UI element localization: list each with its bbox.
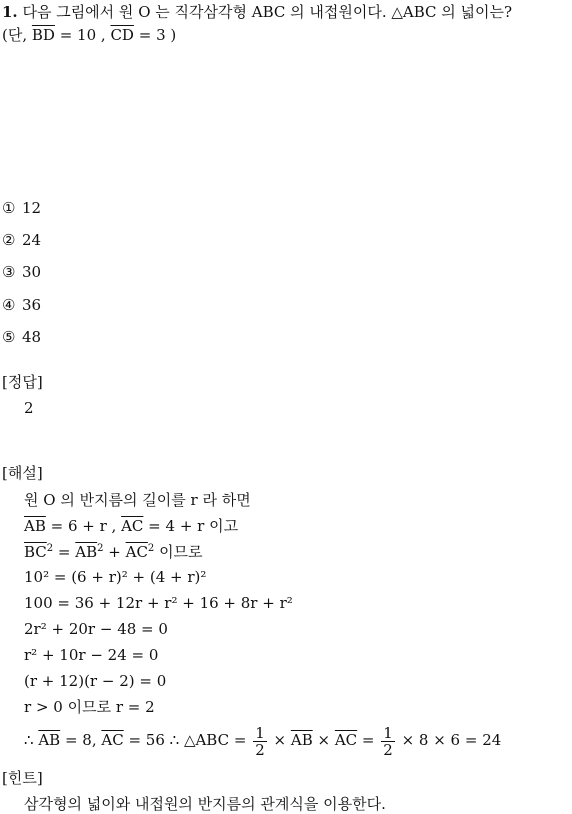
explanation-line-8: (r + 12)(r − 2) = 0 [24,672,167,690]
explanation-line-6: 2r² + 20r − 48 = 0 [24,620,168,638]
expl-text: × 8 × 6 = 24 [396,731,502,749]
expl-text: = 56 ∴ △ABC = [123,731,252,749]
explanation-line-3: $\overline{BC}^2 = \overline{AB}^2 + \overline{AC}^2$ 이므로 [24,543,203,561]
expl-text: × [268,731,291,749]
segment-ab: $\overline{AB}$ [38,731,61,749]
choice-value: 12 [22,199,42,217]
choice-mark: ③ [2,263,16,281]
question-condition [2,25,176,45]
fraction-numerator: 1 [255,723,265,742]
segment-ac: $\overline{AC}$ [101,731,124,749]
fraction-numerator: 1 [383,723,393,742]
choice-3[interactable] [2,262,41,282]
explanation-line-9: r > 0 이므로 r = 2 [24,698,155,716]
choice-mark: ① [2,199,16,217]
segment-ac: $\overline{AC}$ [334,731,358,749]
choice-mark: ⑤ [2,328,16,346]
choice-mark: ② [2,231,16,249]
condition-eq2: = 3 ) [133,26,177,44]
choice-1[interactable] [2,198,41,218]
expl-text: = 6 + r , [45,517,122,535]
choice-value: 48 [22,328,42,346]
segment-ac: $\overline{AC}$ [121,517,144,535]
explanation-label: [해설] [2,464,43,482]
explanation-line-5: 100 = 36 + 12r + r² + 16 + 8r + r² [24,594,293,612]
segment-cd: $\overline{CD}$ [110,26,134,44]
answer-value: 2 [24,399,34,417]
fraction-denominator: 2 [383,740,393,759]
fraction-denominator: 2 [255,740,265,759]
choice-5[interactable] [2,327,41,347]
segment-bc: $\overline{BC}$ [24,543,47,561]
fraction-half [253,725,267,758]
segment-ab: $\overline{AB}$ [24,517,46,535]
fraction-half [381,725,395,758]
hint-text: 삼각형의 넓이와 내접원의 반지름의 관계식을 이용한다. [24,795,386,813]
choice-value: 30 [22,263,42,281]
expl-text: = [53,543,76,561]
explanation-line-4: 10² = (6 + r)² + (4 + r)² [24,568,207,586]
condition-eq1: = 10 , [54,26,111,44]
expl-text: × [312,731,335,749]
choice-value: 36 [22,296,42,314]
choice-mark: ④ [2,296,16,314]
question-line [2,2,512,22]
segment-ab: $\overline{AB}$ [75,543,98,561]
segment-bd: $\overline{BD}$ [31,26,55,44]
segment-ac: $\overline{AC}$ [125,543,148,561]
question-number: 1. [2,3,18,21]
expl-text: 이므로 [154,543,203,561]
explanation-line-7: r² + 10r − 24 = 0 [24,646,159,664]
choice-2[interactable] [2,230,41,250]
question-text: 다음 그림에서 원 O 는 직각삼각형 ABC 의 내접원이다. △ABC 의 넓이는? [22,3,513,21]
answer-label: [정답] [2,373,43,391]
explanation-line-1: 원 O 의 반지름의 길이를 r 라 하면 [24,491,251,509]
choice-4[interactable] [2,295,41,315]
expl-text: = [357,731,380,749]
expl-text: = 8, [60,731,102,749]
expl-text: + [103,543,126,561]
condition-prefix: (단, [2,26,32,44]
explanation-line-10 [24,722,501,758]
expl-text: ∴ [24,731,39,749]
explanation-line-2 [24,516,238,536]
segment-ab: $\overline{AB}$ [290,731,313,749]
choice-value: 24 [22,231,42,249]
expl-text: = 4 + r 이고 [143,517,239,535]
hint-label: [힌트] [2,769,43,787]
